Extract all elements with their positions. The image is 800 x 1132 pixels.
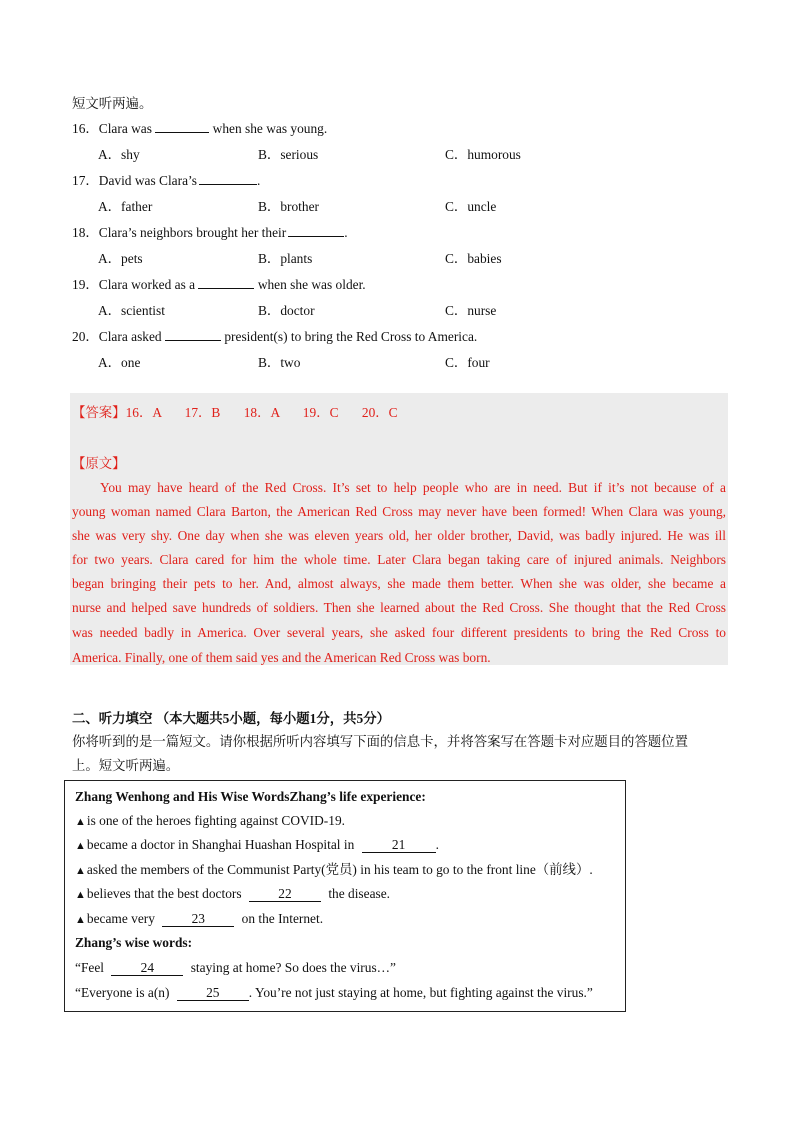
question-stem-b: when she was older. xyxy=(257,277,366,292)
answer-label: 【答案】 xyxy=(72,405,126,420)
info-item-text: became a doctor in Shanghai Huashan Hospital in xyxy=(86,837,355,852)
answer-blank-line xyxy=(198,276,254,289)
section-title: 二、听力填空 （本大题共5小题，每小题1分，共5分） xyxy=(72,711,391,726)
option-c: C．nurse xyxy=(445,303,497,318)
option-a: A．pets xyxy=(98,251,143,266)
answer-blank-line xyxy=(199,172,257,185)
option-c: C．babies xyxy=(445,251,502,266)
blank-25[interactable]: 25 xyxy=(177,985,249,1001)
option-c: C．uncle xyxy=(445,199,497,214)
quote-text: “Everyone is a(n) xyxy=(75,985,170,1000)
question-16 xyxy=(72,120,327,138)
triangle-bullet-icon: ▲ xyxy=(75,840,86,852)
answer-key xyxy=(72,404,398,422)
info-item-text: believes that the best doctors xyxy=(86,886,242,901)
answer-item: 20．C xyxy=(361,405,398,420)
blank-21[interactable]: 21 xyxy=(362,837,436,853)
answer-item: 17．B xyxy=(184,405,221,420)
quote-1 xyxy=(75,959,396,977)
option-a: A．shy xyxy=(98,147,140,162)
question-stem-b: president(s) to bring the Red Cross to America. xyxy=(224,329,478,344)
quote-text: . You’re not just staying at home, but fighting against the virus.” xyxy=(248,985,593,1000)
question-17 xyxy=(72,172,260,190)
triangle-bullet-icon: ▲ xyxy=(75,889,86,901)
answer-item: 18．A xyxy=(243,405,280,420)
info-card xyxy=(64,780,626,1012)
answer-blank-line xyxy=(165,328,221,341)
option-b: B．plants xyxy=(258,251,313,266)
info-card-heading: Zhang Wenhong and His Wise WordsZhang’s life experience: xyxy=(75,789,426,804)
info-item-text: on the Internet. xyxy=(241,911,324,926)
option-b: B．doctor xyxy=(258,303,315,318)
info-item-text: asked the members of the Communist Party(党员) in his team to go to the front line（前线）. xyxy=(86,862,593,877)
question-stem-b: . xyxy=(344,225,348,240)
info-item-text: the disease. xyxy=(328,886,391,901)
transcript-line: for two years. Clara cared for him the whole time. Later Clara began taking care of injured animals. Neighbors xyxy=(72,552,726,567)
transcript-line: You may have heard of the Red Cross. It’s set to help people who are in need. But if it’s not because of a xyxy=(100,480,726,495)
question-18 xyxy=(72,224,348,242)
question-stem-b: when she was young. xyxy=(212,121,328,136)
transcript-line: America. Finally, one of them said yes and the American Red Cross was born. xyxy=(72,650,491,665)
question-19 xyxy=(72,276,366,294)
info-item-text: is one of the heroes fighting against COVID-19. xyxy=(86,813,345,828)
question-stem-a: 20．Clara asked xyxy=(72,329,162,344)
question-stem-a: 17．David was Clara’s xyxy=(72,173,197,188)
option-a: A．scientist xyxy=(98,303,165,318)
wise-words-heading: Zhang’s wise words: xyxy=(75,935,193,950)
option-b: B．serious xyxy=(258,147,319,162)
option-c: C．four xyxy=(445,355,490,370)
option-b: B．two xyxy=(258,355,301,370)
transcript-line: nurse and helped save hundreds of soldiers. Then she learned about the Red Cross. She thought that the Red Cross xyxy=(72,600,726,615)
answer-item: 16．A xyxy=(125,405,162,420)
triangle-bullet-icon: ▲ xyxy=(75,816,86,828)
info-item-5 xyxy=(75,910,323,929)
option-b: B．brother xyxy=(258,199,319,214)
quote-2 xyxy=(75,984,593,1002)
info-item-4 xyxy=(75,885,390,904)
question-stem-a: 16．Clara was xyxy=(72,121,152,136)
intro-text: 短文听两遍。 xyxy=(72,96,153,111)
quote-text: “Feel xyxy=(75,960,104,975)
transcript-line: young woman named Clara Barton, the American Red Cross may never have been formed! When Clara was young, xyxy=(72,504,726,519)
question-stem-a: 19．Clara worked as a xyxy=(72,277,196,292)
blank-23[interactable]: 23 xyxy=(162,911,234,927)
info-item-text: . xyxy=(435,837,439,852)
answer-item: 19．C xyxy=(302,405,339,420)
quote-text: staying at home? So does the virus…” xyxy=(190,960,397,975)
transcript-line: she was very shy. One day when she was eleven years old, her older brother, David, was badly injured. He was ill xyxy=(72,528,726,543)
blank-24[interactable]: 24 xyxy=(111,960,183,976)
question-20 xyxy=(72,328,477,346)
triangle-bullet-icon: ▲ xyxy=(75,865,86,877)
transcript-label: 【原文】 xyxy=(72,456,126,471)
transcript-line: began bringing their pets to her. And, almost always, she made them better. When she was older, she became a xyxy=(72,576,726,591)
info-item-3 xyxy=(75,861,593,880)
info-item-2 xyxy=(75,836,439,855)
answer-blank-line xyxy=(288,224,344,237)
transcript-line: was needed badly in America. Over several years, she asked four different presidents to bring the Red Cross to xyxy=(72,625,726,640)
option-a: A．one xyxy=(98,355,141,370)
section-instructions: 你将听到的是一篇短文。请你根据所听内容填写下面的信息卡，并将答案写在答题卡对应题目的答题位置 xyxy=(72,734,688,749)
triangle-bullet-icon: ▲ xyxy=(75,914,86,926)
section-instructions-cont: 上。短文听两遍。 xyxy=(72,758,180,773)
question-stem-b: . xyxy=(256,173,261,188)
blank-22[interactable]: 22 xyxy=(249,886,321,902)
question-stem-a: 18．Clara’s neighbors brought her their xyxy=(72,225,287,240)
info-item-1 xyxy=(75,812,345,831)
answer-blank-line xyxy=(155,120,209,133)
option-a: A．father xyxy=(98,199,153,214)
info-item-text: became very xyxy=(86,911,155,926)
option-c: C．humorous xyxy=(445,147,521,162)
